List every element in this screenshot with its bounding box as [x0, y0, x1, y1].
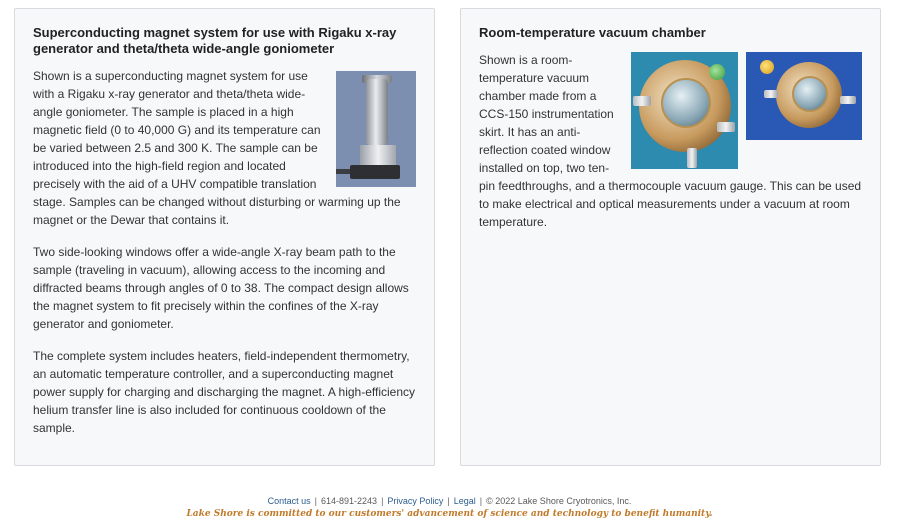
- description-paragraph: Shown is a room-temperature vacuum chamber made from a CCS-150 instrumentation skirt. It has an anti-reflection coated window installed on top, two ten-pin feedthroughs, and a thermocouple vacuum gauge. This can be used to make electrical and optical measurements under a vacuum at room temperature.: [479, 53, 862, 229]
- vacuum-chamber-image: [631, 52, 738, 169]
- description-paragraph: Two side-looking windows offer a wide-angle X-ray beam path to the sample (traveling in vacuum), allowing access to the incoming and diffracted beams through angles of 0 to 38. The compact design allows the magnet system to fit precisely within the confines of the X-ray generator and goniometer.: [33, 245, 409, 331]
- vacuum-chamber-image: [746, 52, 862, 140]
- magnet-system-card: [14, 8, 435, 466]
- copyright-text: © 2022 Lake Shore Cryotronics, Inc.: [486, 496, 632, 506]
- description-paragraph: The complete system includes heaters, field-independent thermometry, an automatic temperature controller, and a superconducting magnet power supply for charging and discharging the magnet. A high-efficiency helium transfer line is also included for continuous cooldown of the sample.: [33, 349, 416, 435]
- footer-separator: |: [314, 496, 317, 506]
- vacuum-chamber-card: [460, 8, 881, 466]
- description-paragraph: Shown is a superconducting magnet system for use with a Rigaku x-ray generator and theta/theta wide-angle goniometer. The sample is placed in a high magnetic field (0 to 40,000 G) and its temperature can be varied between 2.5 and 300 K. The sample can be introduced into the high-field region and located precisely with the aid of a UHV compatible translation stage. Samples can be changed without disturbing or warming up the magnet or the Dewar that contains it.: [33, 69, 401, 227]
- footer-separator: |: [381, 496, 384, 506]
- contact-us-link[interactable]: Contact us: [267, 496, 311, 506]
- magnet-system-image: [336, 71, 416, 187]
- footer-links: [0, 496, 899, 506]
- footer-separator: |: [447, 496, 450, 506]
- card-title: Superconducting magnet system for use with Rigaku x-ray generator and theta/theta wide-angle goniometer: [33, 25, 397, 56]
- phone-number: 614-891-2243: [321, 496, 378, 506]
- legal-link[interactable]: Legal: [453, 496, 476, 506]
- footer-separator: |: [479, 496, 483, 506]
- privacy-policy-link[interactable]: Privacy Policy: [387, 496, 444, 506]
- footer-tagline: Lake Shore is committed to our customers' advancement of science and technology to benefit humanity.: [186, 509, 713, 519]
- card-title: Room-temperature vacuum chamber: [479, 25, 706, 40]
